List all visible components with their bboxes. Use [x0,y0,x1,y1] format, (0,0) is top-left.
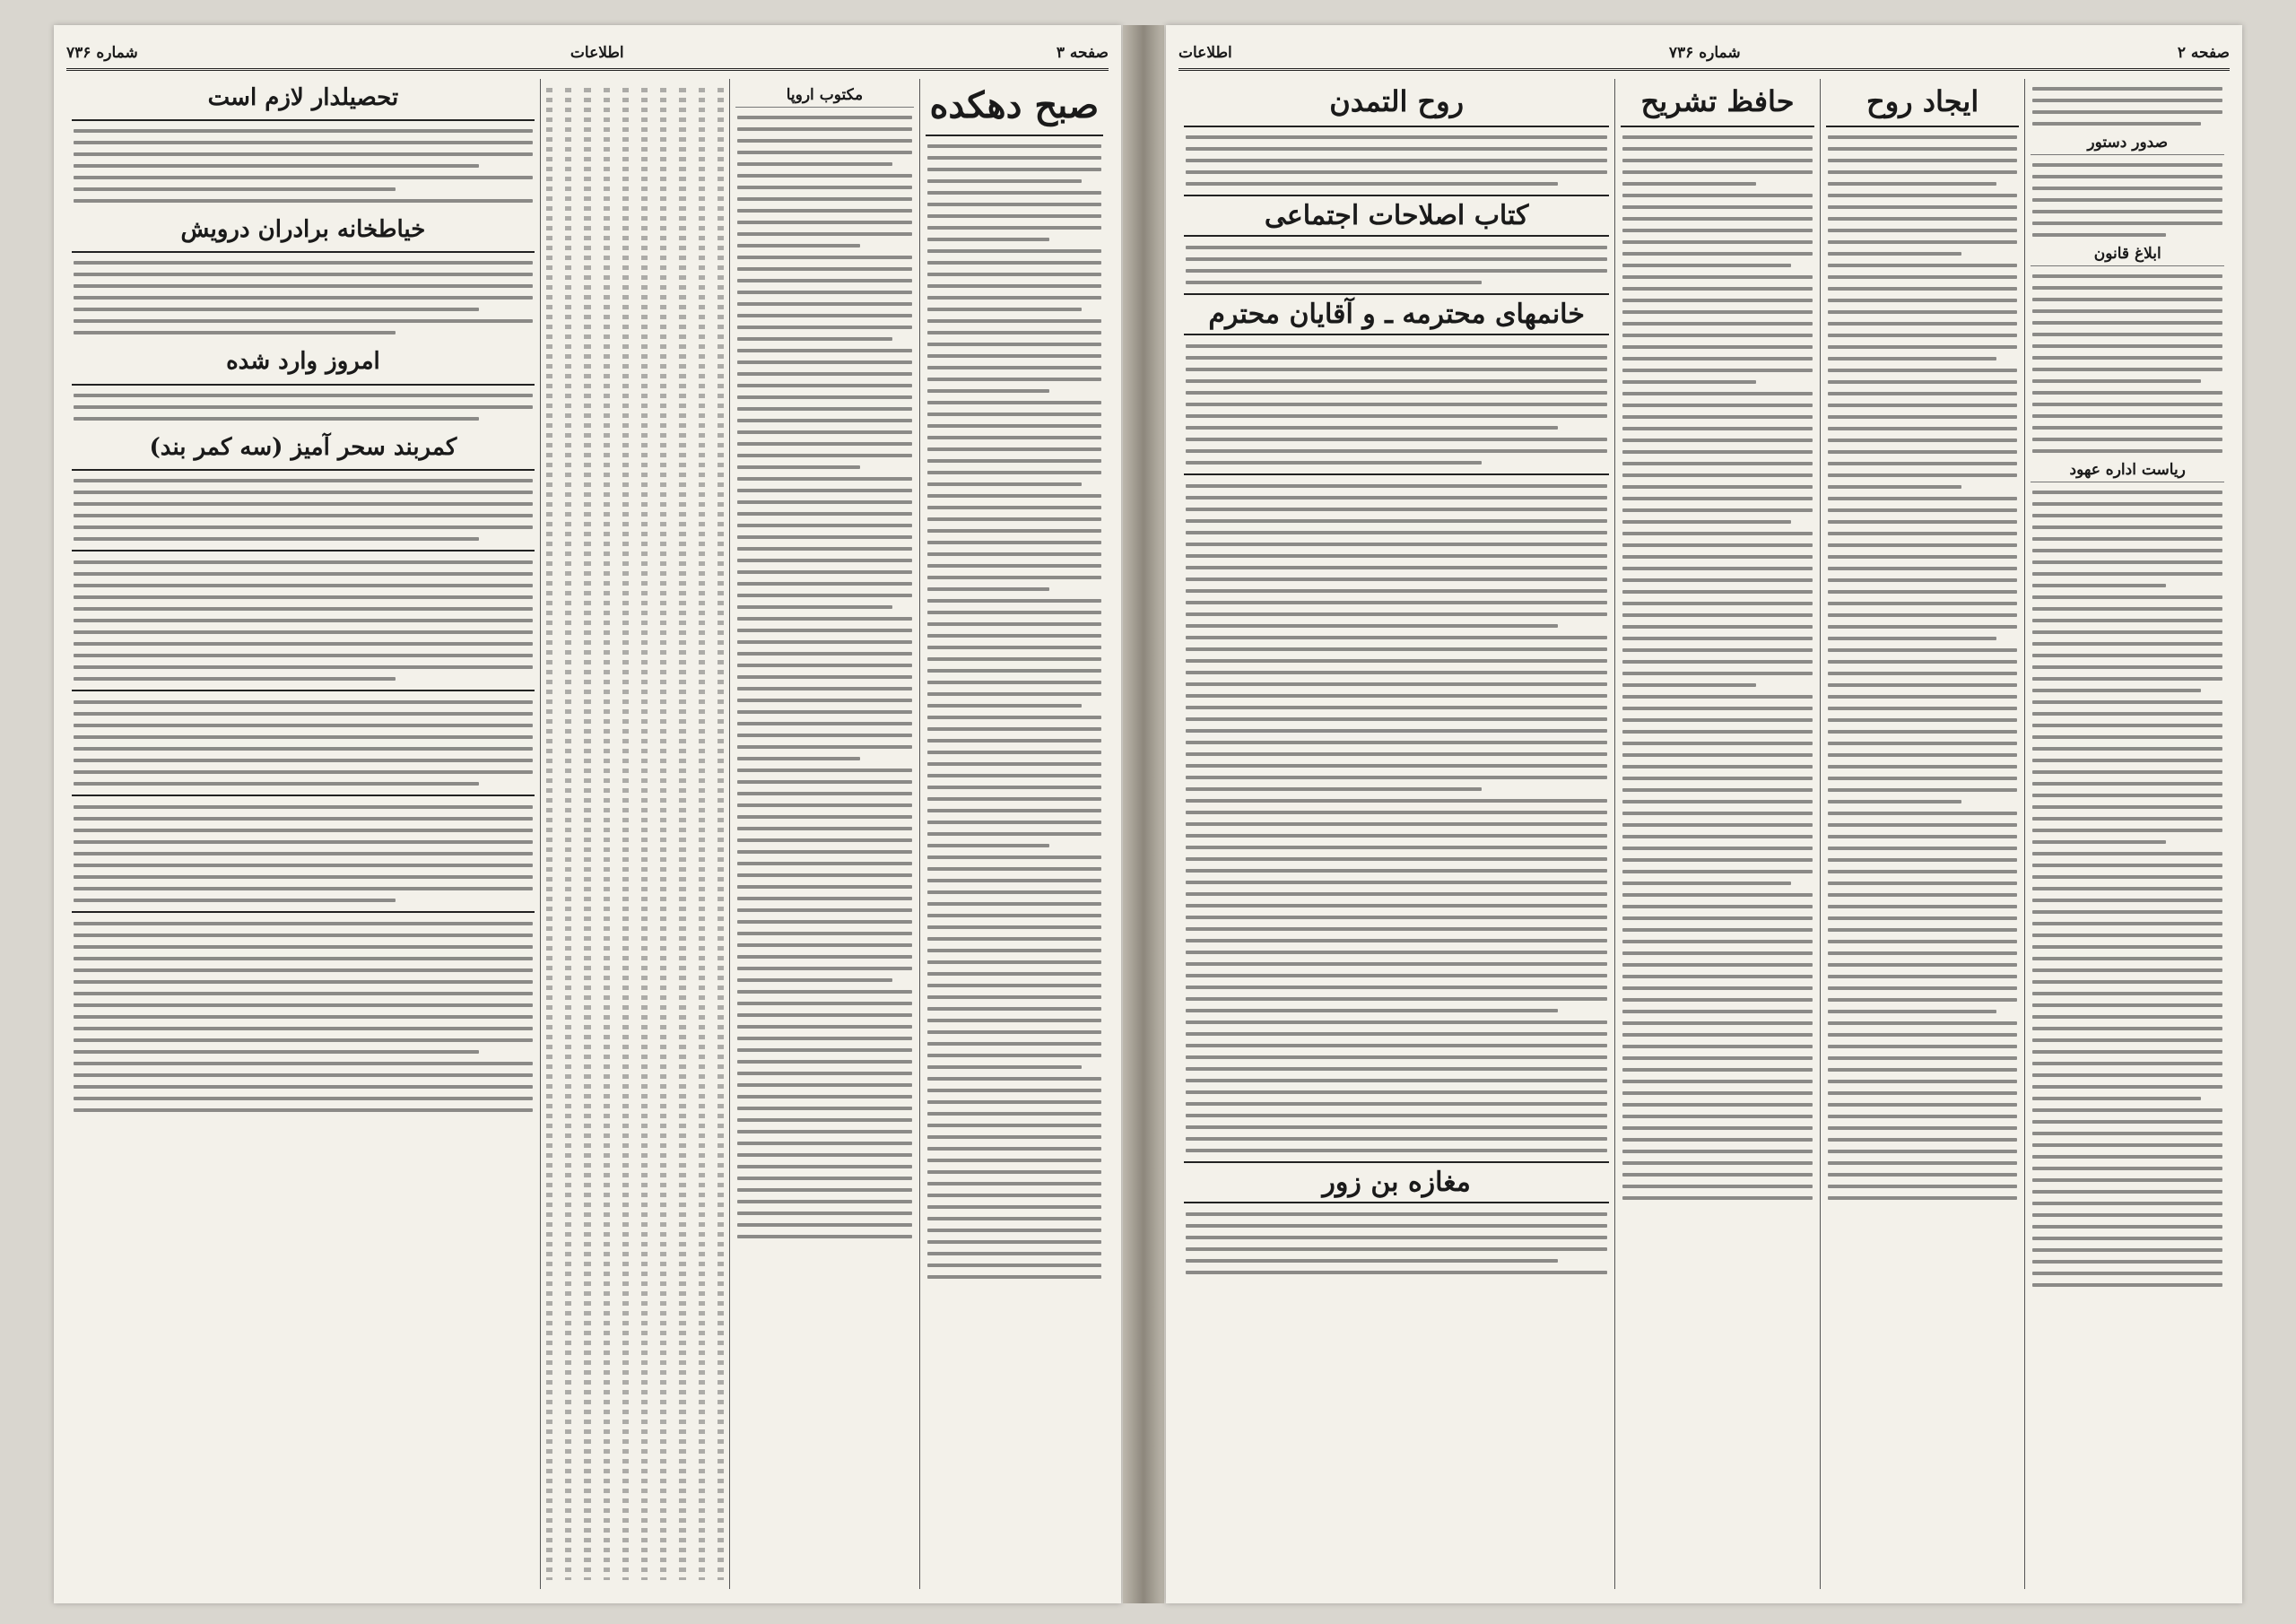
vertical-notice-text [541,79,729,1589]
left-col-4-ads [66,79,540,1589]
left-issue-number: شماره ۷۳۶ [66,44,138,62]
left-page-number: صفحه ۳ [1056,44,1109,62]
title-riasat-edare: ریاست اداره عهود [2031,461,2224,482]
page-gutter [1123,25,1164,1603]
right-columns [1178,79,2230,1589]
left-page [54,25,1121,1603]
right-page-header [1178,38,2230,71]
registry-notices-text [72,479,535,1112]
headline-hafez-tashrih: حافظ تشریح [1621,79,1814,127]
right-col-2 [1820,79,2025,1589]
title-eblagh-ghanun: ابلاغ قانون [2031,245,2224,266]
ad-emruz-vared-shode: امروز وارد شده [72,343,535,385]
right-page-number: صفحه ۲ [2177,44,2230,62]
right-col-4 [1178,79,1614,1589]
title-sodur-dastur: صدور دستور [2031,134,2224,155]
headline-ruh-al-tamadon: روح التمدن [1184,79,1609,127]
left-paper-name: اطلاعات [570,44,624,62]
article-text-lines [926,144,1103,1279]
section-maktub-europa: مکتوب اروپا [735,86,913,108]
feature-khanomha: خانمهای محترمه ـ و آقایان محترم [1184,293,1609,335]
article-text-lines [735,116,913,1238]
left-col-1 [919,79,1109,1589]
right-paper-name: اطلاعات [1178,44,1232,62]
feature-maghaze-ben-zur: مغازه بن زور [1184,1161,1609,1203]
left-col-3-vertical-notices [540,79,729,1589]
left-columns [66,79,1109,1589]
right-col-1 [2024,79,2230,1589]
headline-ijad-ruh: ایجاد روح [1826,79,2020,127]
headline-sobh-dehkade: صبح دهکده [926,79,1103,136]
right-issue-number: شماره ۷۳۶ [1668,44,1741,62]
right-page [1166,25,2242,1603]
right-col-3 [1614,79,1820,1589]
left-col-2 [729,79,918,1589]
ad-kamarband: کمربند سحر آمیز (سه کمر بند) [72,429,535,471]
ad-khayatkhane-darvish: خیاطخانه برادران درویش [72,211,535,253]
left-page-header [66,38,1109,71]
ad-tahsildar: تحصیلدار لازم است [72,79,535,121]
feature-ketab-eslahat: کتاب اصلاحات اجتماعی [1184,195,1609,237]
